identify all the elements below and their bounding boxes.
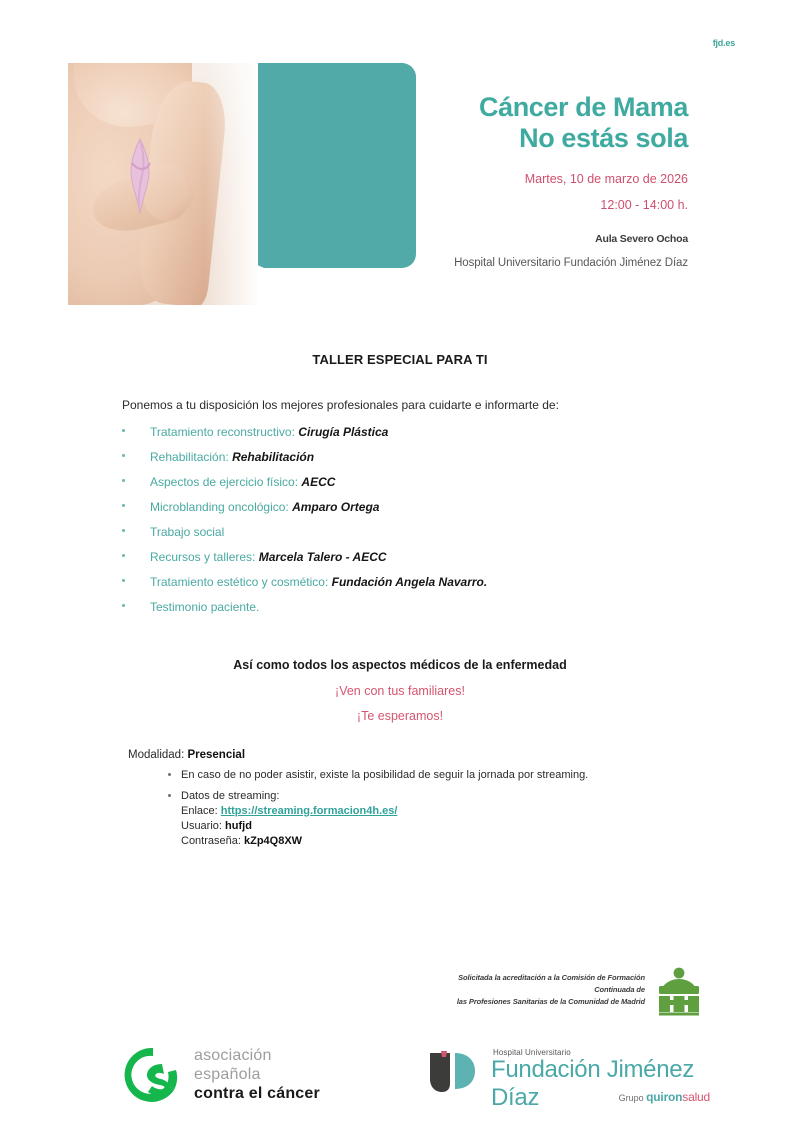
user-label: Usuario: xyxy=(181,820,222,832)
list-item xyxy=(122,499,642,524)
password-value: kZp4Q8XW xyxy=(244,835,303,847)
accreditation-line-1: Solicitada la acreditación a la Comisión de Formación Continuada de xyxy=(458,973,645,994)
topic-person: Marcela Talero - AECC xyxy=(258,550,387,564)
link-label: Enlace: xyxy=(181,805,218,817)
quironsalud-wordmark xyxy=(646,1090,710,1104)
list-item xyxy=(122,424,642,449)
quiron-part-1: quiron xyxy=(646,1090,683,1104)
aecc-line-2: española xyxy=(194,1066,261,1083)
grupo-label: Grupo xyxy=(618,1093,644,1103)
list-item xyxy=(122,549,642,574)
modality-value: Presencial xyxy=(187,749,246,761)
event-time: 12:00 - 14:00 h. xyxy=(600,198,688,212)
list-item xyxy=(122,474,642,499)
hero-photo xyxy=(68,63,258,305)
bullet-icon xyxy=(122,529,125,532)
streaming-password-row xyxy=(181,834,638,849)
bullet-icon xyxy=(122,504,125,507)
streaming-details xyxy=(168,768,638,855)
topic-label: Tratamiento estético y cosmético: xyxy=(150,575,329,589)
topic-person: AECC xyxy=(301,475,336,489)
topic-label: Aspectos de ejercicio físico: xyxy=(150,475,299,489)
page-title xyxy=(430,92,688,154)
comision-formacion-continuada-logo xyxy=(655,966,703,1016)
password-label: Contraseña: xyxy=(181,835,241,847)
fjd-superline: Hospital Universitario xyxy=(493,1048,571,1057)
streaming-link-row xyxy=(181,804,638,819)
closing-await: ¡Te esperamos! xyxy=(356,709,444,723)
fjd-grupo-line xyxy=(619,1090,710,1104)
quiron-part-2: salud xyxy=(682,1090,710,1104)
bullet-icon xyxy=(122,454,125,457)
topic-person: Amparo Ortega xyxy=(292,500,380,514)
bullet-icon xyxy=(122,429,125,432)
list-item xyxy=(122,574,642,599)
accreditation-text xyxy=(420,972,645,1008)
streaming-link[interactable]: https://streaming.formacion4h.es/ xyxy=(220,805,398,817)
topics-list xyxy=(122,424,642,624)
topic-label: Recursos y talleres: xyxy=(150,550,256,564)
list-item xyxy=(168,789,638,849)
pink-ribbon-icon xyxy=(126,137,156,215)
venue-hospital: Hospital Universitario Fundación Jiménez Díaz xyxy=(454,257,688,269)
streaming-note: En caso de no poder asistir, existe la posibilidad de seguir la jornada por streaming. xyxy=(181,769,589,781)
bullet-icon xyxy=(122,604,125,607)
fundacion-jimenez-diaz-logo xyxy=(425,1043,710,1111)
list-item xyxy=(122,449,642,474)
aecc-line-3: contra el cáncer xyxy=(194,1085,320,1102)
topic-label: Microblanding oncológico: xyxy=(150,500,289,514)
modality-line xyxy=(128,749,245,761)
workshop-title: TALLER ESPECIAL PARA TI xyxy=(312,352,488,367)
list-item xyxy=(122,524,642,549)
event-date: Martes, 10 de marzo de 2026 xyxy=(524,172,688,186)
list-item xyxy=(168,768,638,783)
streaming-user-row xyxy=(181,819,638,834)
topic-label: Tratamiento reconstructivo: xyxy=(150,425,295,439)
bullet-icon xyxy=(168,794,171,797)
site-tag[interactable]: fjd.es xyxy=(712,38,735,48)
aecc-wordmark xyxy=(194,1046,320,1103)
title-line-1: Cáncer de Mama xyxy=(479,92,688,122)
title-line-2: No estás sola xyxy=(519,123,688,154)
aecc-line-1: asociación xyxy=(194,1047,272,1064)
bullet-icon xyxy=(168,773,171,776)
bullet-icon xyxy=(122,579,125,582)
list-item xyxy=(122,599,642,624)
bullet-icon xyxy=(122,479,125,482)
topic-person: Fundación Angela Navarro. xyxy=(331,575,488,589)
fjd-mark-icon xyxy=(425,1049,485,1095)
venue-room: Aula Severo Ochoa xyxy=(595,233,688,245)
aecc-mark-icon xyxy=(122,1044,184,1106)
closing-invite: ¡Ven con tus familiares! xyxy=(335,684,465,698)
fjd-wordmark: Fundación Jiménez Díaz xyxy=(491,1056,695,1111)
bullet-icon xyxy=(122,554,125,557)
closing-statement: Así como todos los aspectos médicos de la enfermedad xyxy=(233,658,567,672)
user-value: hufjd xyxy=(225,820,252,832)
topic-person: Cirugía Plástica xyxy=(298,425,389,439)
topic-label: Rehabilitación: xyxy=(150,450,229,464)
accreditation-line-2: las Profesiones Sanitarias de la Comunidad de Madrid xyxy=(456,997,645,1006)
topic-label: Testimonio paciente. xyxy=(150,600,260,614)
modality-label: Modalidad: xyxy=(128,749,185,761)
aecc-logo xyxy=(122,1040,322,1112)
workshop-intro: Ponemos a tu disposición los mejores profesionales para cuidarte e informarte de: xyxy=(122,398,559,412)
streaming-heading: Datos de streaming: xyxy=(181,790,280,802)
topic-person: Rehabilitación xyxy=(232,450,315,464)
topic-label: Trabajo social xyxy=(150,525,225,539)
